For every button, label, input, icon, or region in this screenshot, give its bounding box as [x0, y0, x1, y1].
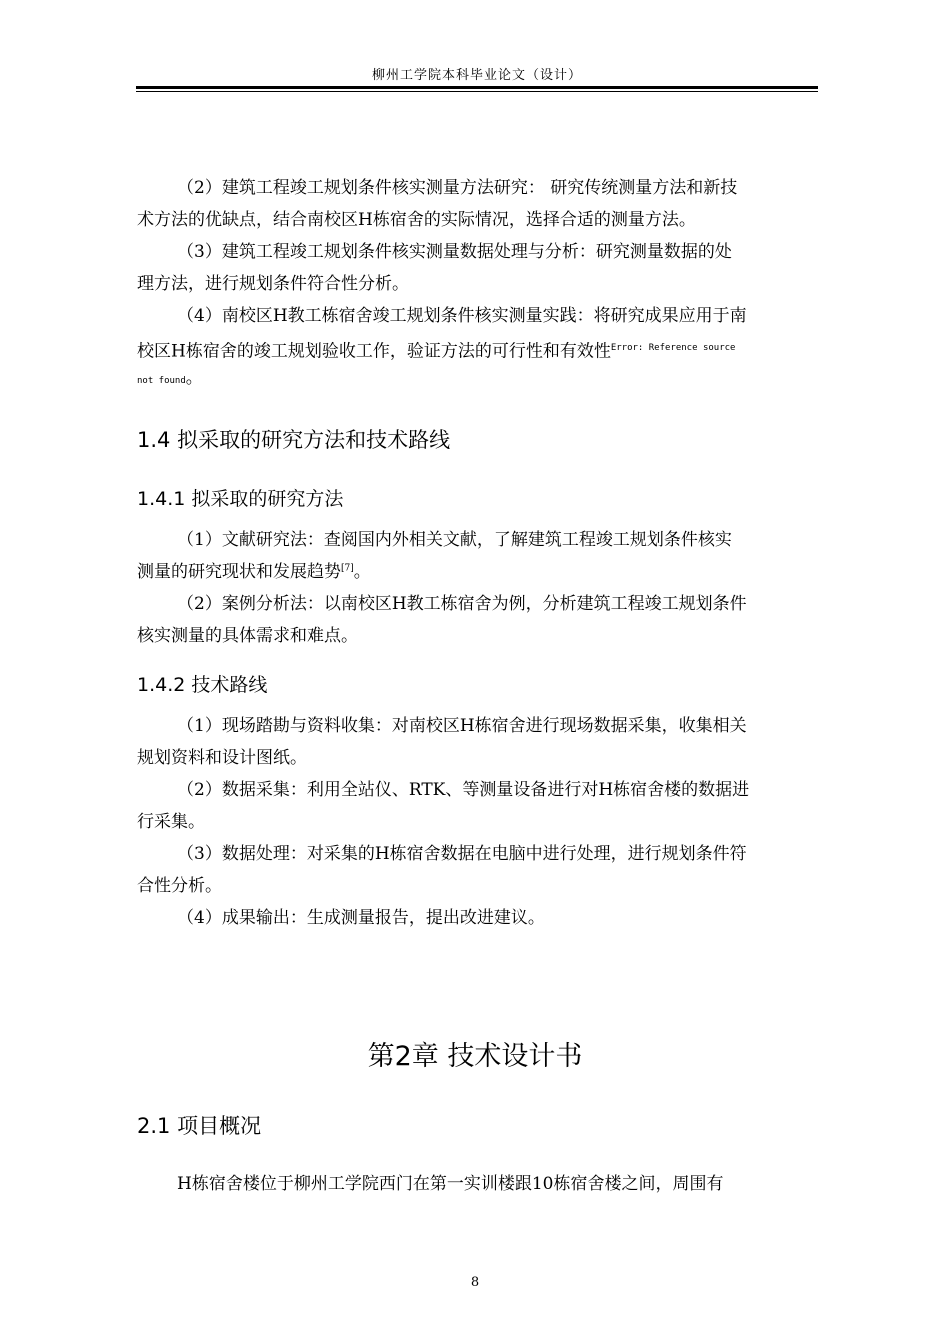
- paragraph-line: 术方法的优缺点，结合南校区H栋宿舍的实际情况，选择合适的测量方法。: [137, 210, 696, 230]
- section-heading-1-4-1: 1.4.1 拟采取的研究方法: [137, 488, 344, 510]
- paragraph-end: 。: [185, 367, 203, 388]
- route-item-1: [137, 710, 817, 774]
- paragraph-line: （2）案例分析法：以南校区H教工栋宿舍为例，分析建筑工程竣工规划条件: [177, 594, 747, 614]
- error-reference-cont: not found: [137, 375, 186, 386]
- paragraph-end: 。: [353, 562, 371, 582]
- chapter-title: 第2章 技术设计书: [367, 1041, 583, 1072]
- header-rule: [136, 86, 818, 89]
- section-heading-2-1: 2.1 项目概况: [137, 1114, 262, 1138]
- section-heading-1-4-2: 1.4.2 技术路线: [137, 674, 268, 696]
- paragraph-line: 理方法，进行规划条件符合性分析。: [137, 274, 409, 294]
- method-item-2: [137, 588, 817, 652]
- paragraph-line: 行采集。: [137, 812, 205, 832]
- header-rule-thin: [136, 91, 818, 92]
- paragraph-line: 校区H栋宿舍的竣工规划验收工作，验证方法的可行性和有效性: [137, 341, 611, 362]
- header-title: 柳州工学院本科毕业论文（设计）: [371, 68, 582, 83]
- route-item-4: [137, 902, 817, 934]
- error-reference: Error: Reference source: [610, 343, 736, 353]
- section-heading-1-4: 1.4 拟采取的研究方法和技术路线: [137, 428, 451, 452]
- paragraph-line: （4）成果输出：生成测量报告，提出改进建议。: [177, 908, 545, 928]
- paragraph-line: （2）建筑工程竣工规划条件核实测量方法研究： 研究传统测量方法和新技: [177, 178, 738, 198]
- method-item-1: [137, 524, 817, 588]
- paragraph-line: （3）建筑工程竣工规划条件核实测量数据处理与分析：研究测量数据的处: [177, 242, 732, 262]
- paragraph-line: （2）数据采集：利用全站仪、RTK、等测量设备进行对H栋宿舍楼的数据进: [177, 780, 750, 800]
- paragraph-line: 规划资料和设计图纸。: [137, 748, 307, 768]
- paragraph-line: 核实测量的具体需求和难点。: [137, 626, 358, 646]
- route-item-2: [137, 774, 817, 838]
- paragraph-line: （4）南校区H教工栋宿舍竣工规划条件核实测量实践：将研究成果应用于南: [177, 306, 747, 326]
- paragraph-line: 合性分析。: [137, 876, 222, 896]
- paragraph-line: 测量的研究现状和发展趋势: [137, 562, 341, 582]
- paragraph-line: H栋宿舍楼位于柳州工学院西门在第一实训楼跟10栋宿舍楼之间，周围有: [177, 1174, 724, 1194]
- paragraph-item-3: [137, 236, 817, 300]
- citation: [7]: [341, 563, 354, 574]
- paragraph-item-4: [137, 300, 817, 391]
- paragraph-item-2: [137, 172, 817, 236]
- paragraph-line: （3）数据处理：对采集的H栋宿舍数据在电脑中进行处理，进行规划条件符: [177, 844, 747, 864]
- project-overview-paragraph: [137, 1168, 817, 1200]
- route-item-3: [137, 838, 817, 902]
- page-number: 8: [470, 1275, 480, 1290]
- paragraph-line: （1）现场踏勘与资料收集：对南校区H栋宿舍进行现场数据采集，收集相关: [177, 716, 747, 736]
- paragraph-line: （1）文献研究法：查阅国内外相关文献，了解建筑工程竣工规划条件核实: [177, 530, 732, 550]
